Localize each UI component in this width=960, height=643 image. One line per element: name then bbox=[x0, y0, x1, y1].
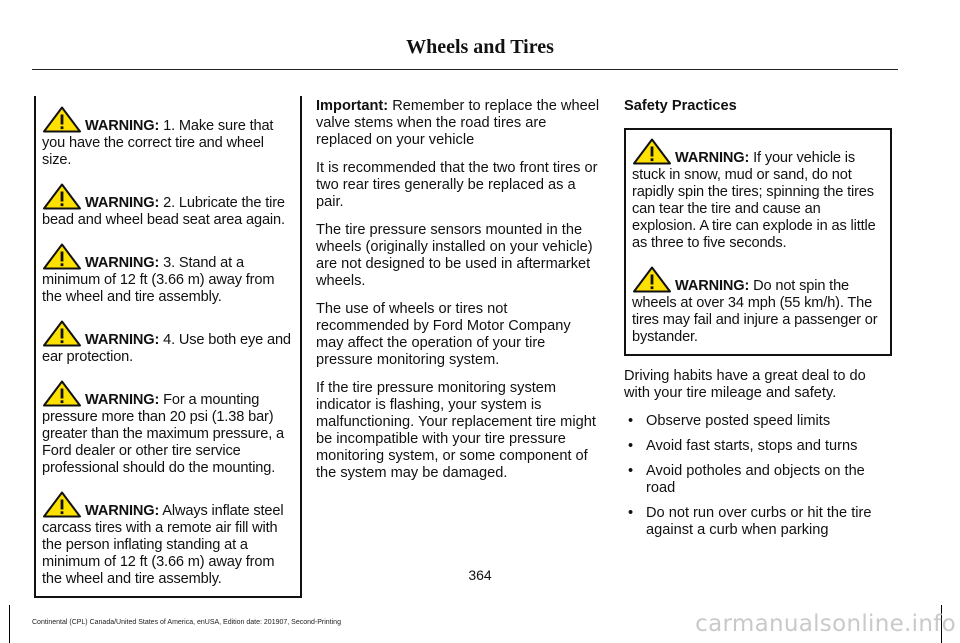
warning-triangle-icon bbox=[42, 106, 82, 133]
warning-item bbox=[632, 266, 884, 346]
list-item: • Observe posted speed limits bbox=[628, 413, 831, 429]
warning-triangle-icon bbox=[42, 183, 82, 210]
warning-item bbox=[42, 106, 294, 169]
warning-text: 4. Use both eye and ear protection. bbox=[42, 332, 291, 365]
right-column bbox=[624, 98, 892, 547]
bullet-icon: • bbox=[628, 413, 634, 429]
crop-mark-bottom-left bbox=[9, 605, 10, 643]
paragraph: If the tire pressure monitoring system indicator is flashing, your system is malfunctioning. Your replacement tire might be incompatible with your tire pressure monitoring system, or some component of the system may be damaged. bbox=[316, 380, 596, 481]
header-rule bbox=[32, 69, 898, 70]
warning-text: Do not spin the wheels at over 34 mph (55 km/h). The tires may fail and injure a passenger or bystander. bbox=[632, 278, 878, 345]
left-column bbox=[34, 96, 302, 598]
bullet-icon: • bbox=[628, 505, 634, 521]
warning-label: WARNING: bbox=[85, 255, 160, 271]
bullet-list bbox=[624, 413, 892, 539]
section-heading: Safety Practices bbox=[624, 98, 737, 114]
warning-item bbox=[42, 183, 294, 229]
warning-label: WARNING: bbox=[675, 278, 750, 294]
paragraph: Driving habits have a great deal to do with your tire mileage and safety. bbox=[624, 368, 866, 401]
bullet-icon: • bbox=[628, 463, 634, 479]
bullet-icon: • bbox=[628, 438, 634, 454]
warning-label: WARNING: bbox=[85, 392, 160, 408]
warning-triangle-icon bbox=[42, 491, 82, 518]
important-label: Important: bbox=[316, 98, 389, 114]
warning-triangle-icon bbox=[42, 320, 82, 347]
page-title: Wheels and Tires bbox=[406, 36, 554, 58]
warning-item bbox=[632, 138, 884, 252]
warning-item bbox=[42, 320, 294, 366]
warning-box bbox=[624, 128, 892, 356]
warning-box bbox=[34, 96, 302, 598]
warning-triangle-icon bbox=[632, 138, 672, 165]
important-text: Remember to replace the wheel valve stems when the road tires are replaced on your vehicle bbox=[316, 98, 600, 148]
list-item: • Avoid potholes and objects on the road bbox=[628, 463, 865, 496]
warning-text: 3. Stand at a minimum of 12 ft (3.66 m) away from the wheel and tire assembly. bbox=[42, 255, 275, 305]
warning-text: Always inflate steel carcass tires with a remote air fill with the person inflating standing at a minimum of 12 ft (3.66 m) away from the wheel and tire assembly. bbox=[42, 503, 284, 587]
warning-label: WARNING: bbox=[85, 118, 160, 134]
important-note bbox=[316, 98, 602, 149]
warning-text: 1. Make sure that you have the correct tire and wheel size. bbox=[42, 118, 274, 168]
warning-text: If your vehicle is stuck in snow, mud or sand, do not rapidly spin the tires; spinning the tires can tear the tire and cause an explosion. A tire can explode in as little as three to five seconds. bbox=[632, 150, 876, 251]
list-item: • Do not run over curbs or hit the tire against a curb when parking bbox=[628, 505, 872, 538]
warning-triangle-icon bbox=[632, 266, 672, 293]
warning-label: WARNING: bbox=[85, 332, 160, 348]
watermark: carmanualsonline.info bbox=[695, 611, 956, 637]
paragraph: The use of wheels or tires not recommended by Ford Motor Company may affect the operation of your tire pressure monitoring system. bbox=[316, 301, 571, 368]
middle-column bbox=[316, 98, 602, 493]
paragraph: It is recommended that the two front tires or two rear tires generally be replaced as a pair. bbox=[316, 160, 598, 210]
warning-triangle-icon bbox=[42, 243, 82, 270]
warning-label: WARNING: bbox=[85, 503, 160, 519]
warning-item bbox=[42, 380, 294, 477]
page-number: 364 bbox=[468, 567, 492, 583]
warning-label: WARNING: bbox=[85, 195, 160, 211]
warning-text: For a mounting pressure more than 20 psi (1.38 bar) greater than the maximum pressure, a Ford dealer or other tire service professional should do the mounting. bbox=[42, 392, 284, 476]
warning-text: 2. Lubricate the tire bead and wheel bead seat area again. bbox=[42, 195, 285, 228]
warning-triangle-icon bbox=[42, 380, 82, 407]
warning-label: WARNING: bbox=[675, 150, 750, 166]
edition-footer: Continental (CPL) Canada/United States of America, enUSA, Edition date: 201907, Second-Printing bbox=[32, 619, 341, 626]
paragraph: The tire pressure sensors mounted in the wheels (originally installed on your vehicle) are not designed to be used in aftermarket wheels. bbox=[316, 222, 593, 289]
warning-item bbox=[42, 243, 294, 306]
list-item: • Avoid fast starts, stops and turns bbox=[628, 438, 858, 454]
